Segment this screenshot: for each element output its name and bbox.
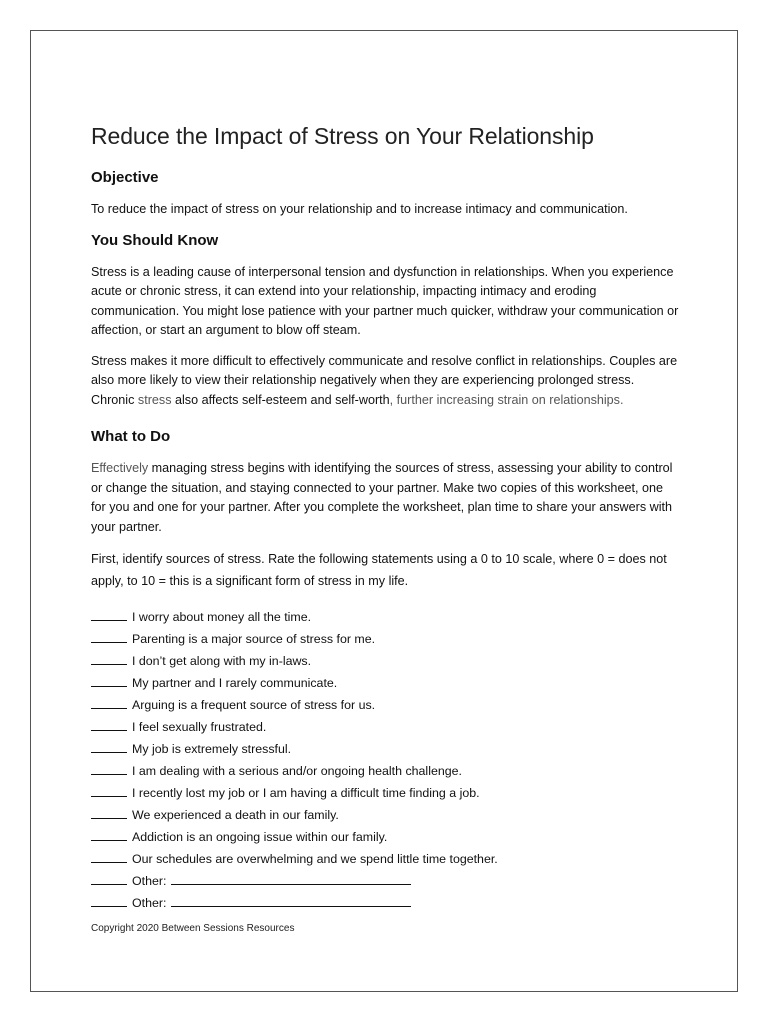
stress-item	[91, 716, 681, 738]
what-to-do-heading: What to Do	[91, 428, 171, 445]
stress-item-text: Addiction is an ongoing issue within our family.	[132, 830, 388, 844]
rating-blank[interactable]	[91, 761, 127, 775]
know-p2-mid: also affects self-esteem and self-worth	[175, 392, 390, 407]
know-p2-muted-2: , further increasing strain on relationships.	[389, 392, 624, 407]
rating-blank[interactable]	[91, 673, 127, 687]
objective-heading: Objective	[91, 169, 159, 186]
objective-text: To reduce the impact of stress on your relationship and to increase intimacy and communication.	[91, 202, 628, 216]
todo-p1-muted: Effectively	[91, 461, 152, 475]
rating-blank[interactable]	[91, 607, 127, 621]
stress-item-text: Our schedules are overwhelming and we spend little time together.	[132, 852, 498, 866]
stress-item	[91, 694, 681, 716]
stress-item-text: I feel sexually frustrated.	[132, 720, 267, 734]
stress-item	[91, 848, 681, 870]
rating-blank[interactable]	[91, 871, 127, 885]
stress-item	[91, 738, 681, 760]
stress-item	[91, 628, 681, 650]
rating-blank[interactable]	[91, 629, 127, 643]
stress-item-text: I recently lost my job or I am having a difficult time finding a job.	[132, 786, 480, 800]
other-fill-line[interactable]	[171, 893, 411, 907]
stress-item-text: I don’t get along with my in-laws.	[132, 654, 312, 668]
rating-blank[interactable]	[91, 695, 127, 709]
todo-p1-main: managing stress begins with identifying the sources of stress, assessing your ability to control or change the situation, and staying connected to your partner. Make two copies of this worksheet, one for you and one for your partner. After you complete the worksheet, plan time to share your answers with your partner.	[91, 461, 673, 534]
rating-blank[interactable]	[91, 827, 127, 841]
know-paragraph-1: Stress is a leading cause of interpersonal tension and dysfunction in relationships. When you experience acute or chronic stress, it can extend into your relationship, impacting intimacy and eroding communication. You might lose patience with your partner much quicker, withdraw your communication or affection, or start an argument to blow off steam.	[91, 264, 679, 337]
rating-blank[interactable]	[91, 651, 127, 665]
todo-paragraph-2: First, identify sources of stress. Rate the following statements using a 0 to 10 scale, where 0 = does not apply, to 10 = this is a significant form of stress in my life.	[91, 552, 667, 588]
stress-item-text: Parenting is a major source of stress for me.	[132, 632, 376, 646]
stress-item-text: My job is extremely stressful.	[132, 742, 292, 756]
stress-item-text: I worry about money all the time.	[132, 610, 312, 624]
other-label: Other:	[132, 896, 167, 910]
stress-item-text: I am dealing with a serious and/or ongoing health challenge.	[132, 764, 462, 778]
stress-item	[91, 804, 681, 826]
page-content	[91, 123, 681, 934]
copyright: Copyright 2020 Between Sessions Resources	[91, 923, 295, 934]
document-page	[30, 30, 738, 992]
other-fill-line[interactable]	[171, 871, 411, 885]
page-title: Reduce the Impact of Stress on Your Relationship	[91, 123, 594, 149]
know-p2-main: Stress makes it more difficult to effectively communicate and resolve conflict in relationships. Couples are also more likely to view their relationship negatively when they are experiencing prolonged stress. Chronic	[91, 353, 678, 407]
stress-item	[91, 672, 681, 694]
other-label: Other:	[132, 874, 167, 888]
stress-item-text: Arguing is a frequent source of stress for us.	[132, 698, 376, 712]
rating-blank[interactable]	[91, 717, 127, 731]
know-p2-muted-1: stress	[134, 392, 175, 407]
stress-item	[91, 782, 681, 804]
stress-item	[91, 760, 681, 782]
stress-item	[91, 606, 681, 628]
rating-blank[interactable]	[91, 805, 127, 819]
rating-blank[interactable]	[91, 783, 127, 797]
todo-paragraph-1	[91, 459, 681, 537]
stress-item	[91, 650, 681, 672]
other-item	[91, 892, 681, 914]
stress-item	[91, 826, 681, 848]
rating-blank[interactable]	[91, 739, 127, 753]
stress-items-list	[91, 606, 681, 914]
know-paragraph-2	[91, 352, 681, 411]
stress-item-text: We experienced a death in our family.	[132, 808, 339, 822]
other-item	[91, 870, 681, 892]
stress-item-text: My partner and I rarely communicate.	[132, 676, 338, 690]
you-should-know-heading: You Should Know	[91, 231, 219, 249]
rating-blank[interactable]	[91, 893, 127, 907]
rating-blank[interactable]	[91, 849, 127, 863]
